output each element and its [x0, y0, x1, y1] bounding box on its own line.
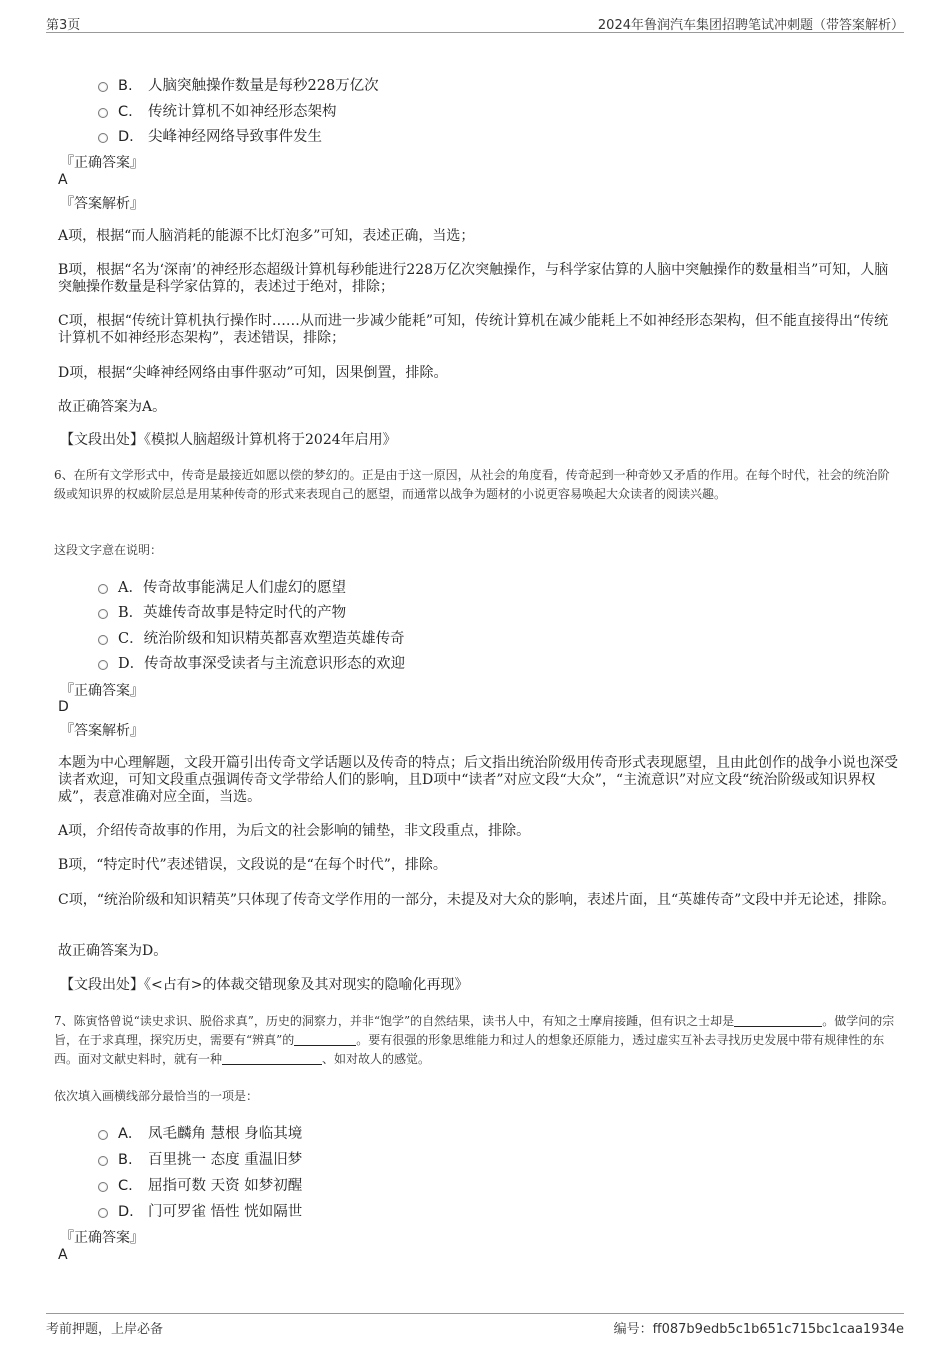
q5-analysis-c: C项，根据“传统计算机执行操作时……从而进一步减少能耗”可知，传统计算机在减少能耗上不如神经形态架构，但不能直接得出“传统计算机不如神经形态架构”，表述错误，排除； — [58, 313, 889, 346]
q7-option-d[interactable]: D. 门可罗雀 悟性 恍如隔世 — [98, 1200, 302, 1221]
q6-option-a[interactable]: A．传奇故事能满足人们虚幻的愿望 — [98, 576, 346, 597]
q5-option-b[interactable]: B. 人脑突触操作数量是每秒228万亿次 — [98, 74, 379, 95]
q5-analysis-label: 『答案解析』 — [60, 196, 144, 212]
q6-conclusion: 故正确答案为D。 — [58, 943, 168, 959]
q5-option-d[interactable]: D. 尖峰神经网络导致事件发生 — [98, 125, 322, 146]
radio-icon[interactable] — [98, 1182, 108, 1192]
document-title: 2024年鲁润汽车集团招聘笔试冲刺题（带答案解析） — [597, 18, 904, 33]
blank-2[interactable] — [294, 1033, 356, 1046]
q6-prompt: 这段文字意在说明： — [54, 543, 163, 557]
q6-option-d[interactable]: D．传奇故事深受读者与主流意识形态的欢迎 — [98, 652, 405, 673]
q6-stem: 6、在所有文学形式中，传奇是最接近如愿以偿的梦幻的。正是由于这一原因，从社会的角度看，传奇起到一种奇妙又矛盾的作用。在每个时代，社会的统治阶级或知识界的权威阶层总是用某种传奇的形式来表现自己的愿望，而通常以战争为题材的小说更容易唤起大众读者的阅读兴趣。 — [54, 468, 890, 501]
q6-option-c[interactable]: C．统治阶级和知识精英都喜欢塑造英雄传奇 — [98, 627, 405, 648]
q5-answer-label: 『正确答案』 — [60, 155, 144, 171]
q7-option-b[interactable]: B. 百里挑一 态度 重温旧梦 — [98, 1148, 302, 1169]
page-number: 第3页 — [46, 18, 81, 33]
radio-icon[interactable] — [98, 660, 108, 670]
radio-icon[interactable] — [98, 584, 108, 594]
q7-answer-label: 『正确答案』 — [60, 1230, 144, 1246]
radio-icon[interactable] — [98, 1208, 108, 1218]
q5-analysis-d: D项，根据“尖峰神经网络由事件驱动”可知，因果倒置，排除。 — [58, 365, 448, 381]
q7-stem: 7、陈寅恪曾说“读史求识、脱俗求真”，历史的洞察力，并非“饱学”的自然结果，读书人中，有知之士摩肩接踵，但有识之士却是 。做学问的宗旨，在于求真理，探究历史，需要有“辨真”的 。要有很强的形象思维能力和过人的想象还原能力，透过虚实互补去寻找历史发展中带有规律性的东西。面对文献史料时，就有一种 、如对故人的感觉。 — [54, 1014, 895, 1066]
radio-icon[interactable] — [98, 1130, 108, 1140]
page-footer — [46, 1313, 904, 1336]
q6-analysis-main: 本题为中心理解题，文段开篇引出传奇文学话题以及传奇的特点；后文指出统治阶级用传奇形式表现愿望，且由此创作的战争小说也深受读者欢迎，可知文段重点强调传奇文学带给人们的影响，且D项中“读者”对应文段“大众”，“主流意识”对应文段“统治阶级或知识界权威”，表意准确对应全面，当选。 — [58, 755, 898, 805]
q6-answer-label: 『正确答案』 — [60, 683, 144, 699]
radio-icon[interactable] — [98, 635, 108, 645]
q6-analysis-label: 『答案解析』 — [60, 723, 144, 739]
page-header — [46, 12, 904, 33]
q6-analysis-a: A项，介绍传奇故事的作用，为后文的社会影响的铺垫，非文段重点，排除。 — [58, 823, 531, 839]
q5-conclusion: 故正确答案为A。 — [58, 399, 167, 415]
blank-1[interactable] — [734, 1014, 822, 1027]
q5-analysis-b: B项，根据“名为‘深南’的神经形态超级计算机每秒能进行228万亿次突触操作，与科学家估算的人脑中突触操作的数量相当”可知，人脑突触操作数量是科学家估算的，表述过于绝对，排除； — [58, 262, 889, 295]
q5-option-c[interactable]: C. 传统计算机不如神经形态架构 — [98, 100, 337, 121]
q5-analysis-a: A项，根据“而人脑消耗的能源不比灯泡多”可知，表述正确，当选； — [58, 228, 475, 244]
radio-icon[interactable] — [98, 108, 108, 118]
radio-icon[interactable] — [98, 609, 108, 619]
q6-answer: D — [58, 699, 69, 715]
document-code: 编号：ff087b9edb5c1b651c715bc1caa1934e — [613, 1322, 904, 1337]
q7-answer: A — [58, 1247, 68, 1263]
q7-option-c[interactable]: C. 屈指可数 天资 如梦初醒 — [98, 1174, 302, 1195]
q6-option-b[interactable]: B．英雄传奇故事是特定时代的产物 — [98, 601, 346, 622]
q7-prompt: 依次填入画横线部分最恰当的一项是： — [54, 1089, 259, 1103]
q7-option-a[interactable]: A． 凤毛麟角 慧根 身临其境 — [98, 1122, 302, 1143]
radio-icon[interactable] — [98, 1156, 108, 1166]
q5-source: 【文段出处】《模拟人脑超级计算机将于2024年启用》 — [60, 432, 397, 448]
q6-analysis-b: B项，“特定时代”表述错误，文段说的是“在每个时代”，排除。 — [58, 857, 447, 873]
q6-source: 【文段出处】《<占有>的体裁交错现象及其对现实的隐喻化再现》 — [60, 977, 469, 993]
q6-analysis-c: C项，“统治阶级和知识精英”只体现了传奇文学作用的一部分，未提及对大众的影响，表述片面，且“英雄传奇”文段中并无论述，排除。 — [58, 892, 896, 908]
footer-slogan: 考前押题，上岸必备 — [46, 1322, 164, 1337]
blank-3[interactable] — [222, 1052, 322, 1065]
radio-icon[interactable] — [98, 133, 108, 143]
radio-icon[interactable] — [98, 82, 108, 92]
q5-answer: A — [58, 172, 68, 188]
